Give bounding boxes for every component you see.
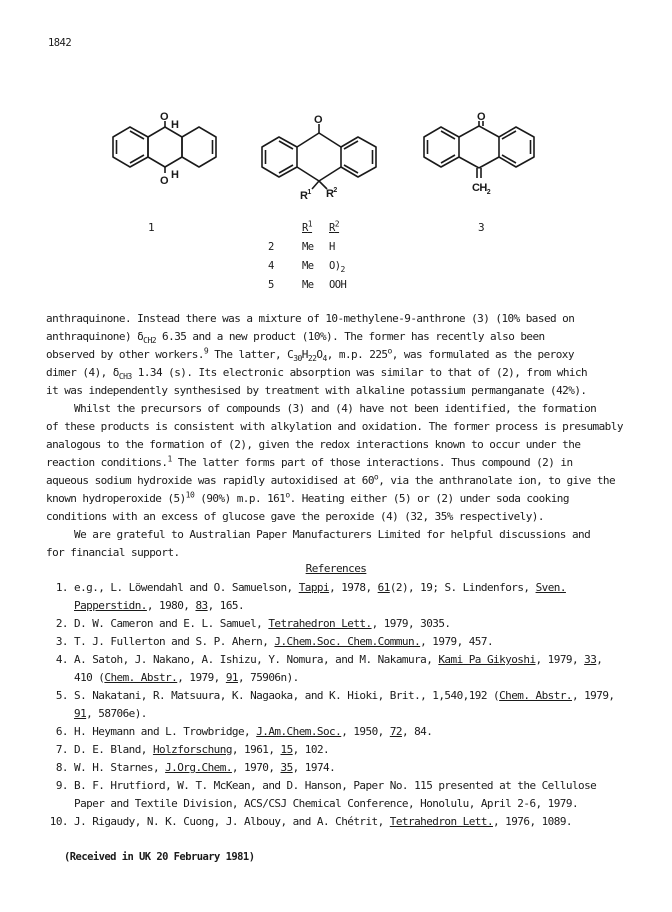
text-line: anthraquinone. Instead there was a mixture of 10-methylene-9-anthrone (3) (10% based on <box>46 312 575 325</box>
atom-o-bottom-1: O <box>160 175 169 187</box>
atom-h-top-1: H <box>171 119 179 131</box>
structure-3 <box>424 121 534 178</box>
atom-r1: $R^1$ <box>300 189 311 202</box>
reference-item: 10. J. Rigaudy, N. K. Cuong, J. Albouy, and A. Chétrit, Tetrahedron Lett., 1976, 1089. <box>49 815 572 828</box>
text-line: anthraquinone) $\delta_{CH2}$ 6.35 and a new product (10%). The former has recently also been <box>46 330 545 346</box>
references-list <box>46 579 636 831</box>
text-line: reaction conditions.$^1$ The latter forms part of those interactions. Thus compound (2) in <box>46 454 573 469</box>
text-line: aqueous sodium hydroxide was rapidly autoxidised at 60$^o$, via the anthranolate ion, to give the <box>46 472 616 487</box>
substituent-row: 4 Me $O)_2$ <box>268 260 345 275</box>
reference-item: 8. W. H. Starnes, J.Org.Chem., 1970, 35, 1974. <box>55 761 336 774</box>
reference-item: 9. B. F. Hrutfiord, W. T. McKean, and D. Hanson, Paper No. 115 presented at the Cellulose Paper and Textile Division, ACS/CSJ Chemical Conference, Honolulu, April 2-6, 1979. <box>55 779 597 810</box>
atom-o-2: O <box>314 114 323 126</box>
structure-2-4-5 <box>262 124 376 189</box>
substituent-row: 2 Me H <box>268 241 335 253</box>
atom-o-top-1: O <box>160 111 169 123</box>
reference-item: 6. H. Heymann and L. Trowbridge, J.Am.Chem.Soc., 1950, 72, 84. <box>55 725 433 738</box>
substituent-table-header: $R^1$ $R^2$ <box>302 219 340 234</box>
body-text <box>46 310 636 562</box>
substituent-row: 5 Me OOH <box>268 279 347 291</box>
text-line: Whilst the precursors of compounds (3) and (4) have not been identified, the formation <box>74 402 597 415</box>
atom-ch2: $CH_2$ <box>472 182 491 196</box>
reference-item: 5. S. Nakatani, R. Matsuura, K. Nagaoka, and K. Hioki, Brit., 1,540,192 (Chem. Abstr., 1979, 91, 58706e). <box>55 689 615 720</box>
substituent-table <box>268 219 346 295</box>
atom-r2: $R^2$ <box>326 187 337 200</box>
atom-o-3: O <box>477 111 486 123</box>
compound-label-1: 1 <box>148 221 155 234</box>
text-line: We are grateful to Australian Paper Manufacturers Limited for helpful discussions and <box>74 528 591 541</box>
reference-item: 4. A. Satoh, J. Nakano, A. Ishizu, Y. Nomura, and M. Nakamura, Kami Pa Gikyoshi, 1979, 33, 410 (Chem. Abstr., 1979, 91, 75906n). <box>55 653 603 684</box>
atom-h-bottom-1: H <box>171 169 179 181</box>
references-heading: References <box>305 562 367 575</box>
compound-label-3: 3 <box>478 221 485 234</box>
reference-item: 2. D. W. Cameron and E. L. Samuel, Tetrahedron Lett., 1979, 3035. <box>55 617 451 630</box>
text-line: for financial support. <box>46 546 180 559</box>
reference-item: 7. D. E. Bland, Holzforschung, 1961, 15, 102. <box>55 743 330 756</box>
text-line: observed by other workers.$^9$ The latter, $C_{30}H_{22}O_4$, m.p. 225$^o$, was formulated as the peroxy <box>46 346 574 364</box>
text-line: analogous to the formation of (2), given the redox interactions known to occur under the <box>46 438 581 451</box>
text-line: conditions with an excess of glucose gave the peroxide (4) (32, 35% respectively). <box>46 510 544 523</box>
page-number: 1842 <box>48 37 72 49</box>
received-date: (Received in UK 20 February 1981) <box>64 851 255 863</box>
chemical-structures <box>0 95 672 215</box>
structure-1 <box>113 121 216 173</box>
text-line: dimer (4), $\delta_{CH3}$ 1.34 (s). Its electronic absorption was similar to that of (2), from which <box>46 366 588 382</box>
text-line: it was independently synthesised by treatment with alkaline potassium permanganate (42%). <box>46 384 587 397</box>
reference-item: 3. T. J. Fullerton and S. P. Ahern, J.Chem.Soc. Chem.Commun., 1979, 457. <box>55 635 494 648</box>
text-line: of these products is consistent with alkylation and oxidation. The former process is presumably <box>46 420 623 433</box>
reference-item: 1. e.g., L. Löwendahl and O. Samuelson, Tappi, 1978, 61(2), 19; S. Lindenfors, Sven. Papperstidn., 1980, 83, 165. <box>55 581 566 612</box>
text-line: known hydroperoxide $(5)^{10}$ (90%) m.p. 161$^o$. Heating either (5) or (2) under soda cooking <box>46 490 569 505</box>
